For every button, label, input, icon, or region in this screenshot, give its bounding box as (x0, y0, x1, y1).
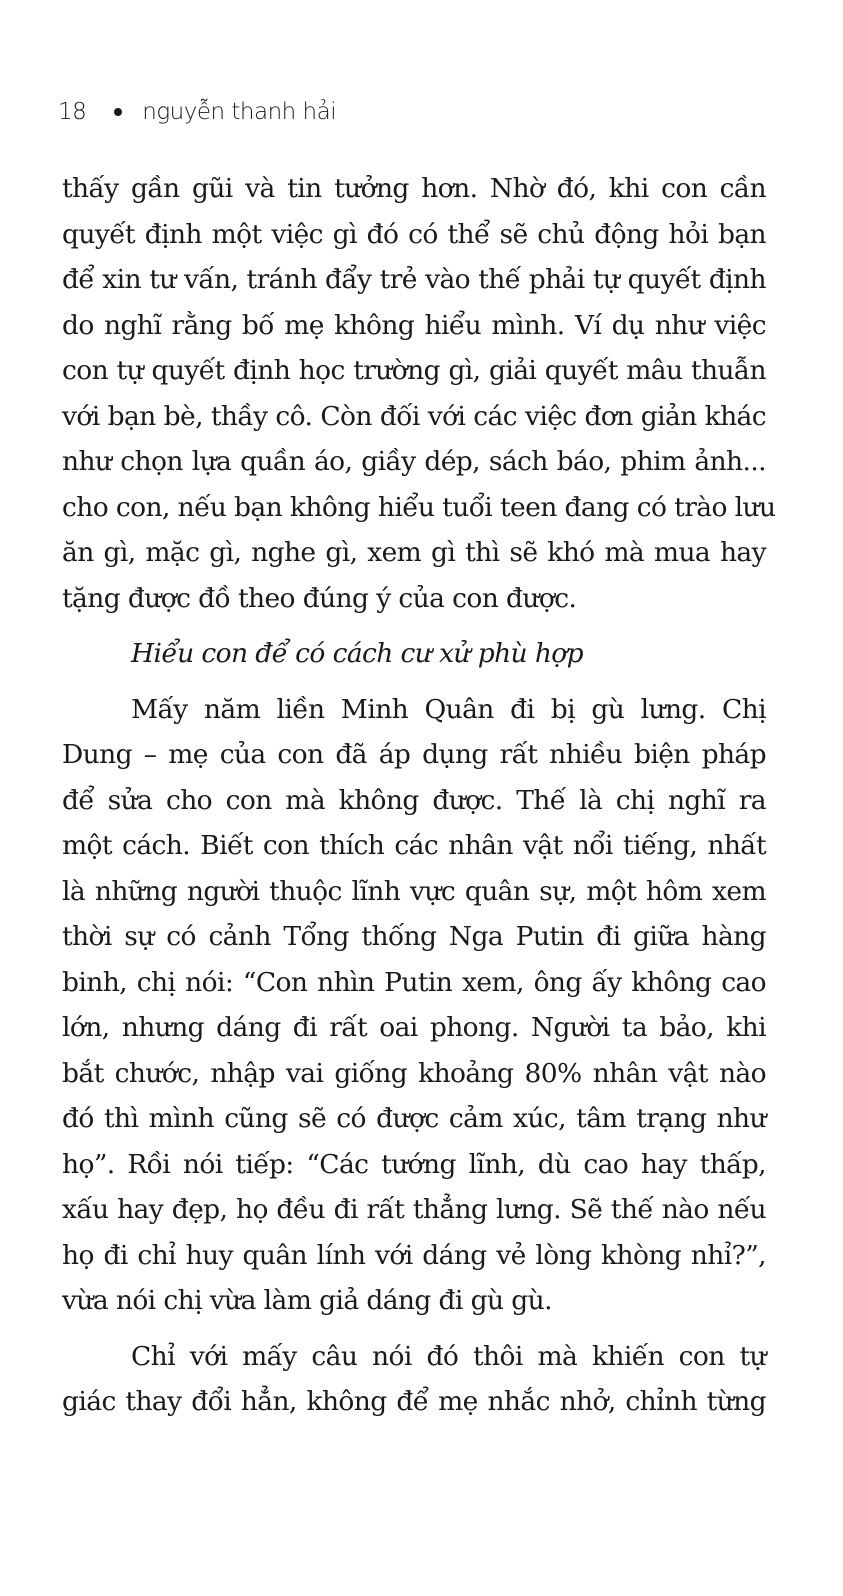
text-line: thời sự có cảnh Tổng thống Nga Putin đi giữa hàng (62, 921, 766, 952)
text-line: Dung – mẹ của con đã áp dụng rất nhiều biện pháp (62, 739, 766, 770)
text-line: do nghĩ rằng bố mẹ không hiểu mình. Ví dụ như việc (62, 309, 766, 341)
text-line: bắt chước, nhập vai giống khoảng 80% nhân vật nào (62, 1057, 766, 1089)
text-line: như chọn lựa quần áo, giầy dép, sách báo, phim ảnh... (62, 446, 766, 477)
text-line: ăn gì, mặc gì, nghe gì, xem gì thì sẽ khó mà mua hay (62, 537, 766, 568)
text-line: xấu hay đẹp, họ đều đi rất thẳng lưng. Sẽ thế nào nếu (62, 1194, 766, 1225)
page-number: 18 (58, 99, 87, 125)
text-line: để sửa cho con mà không được. Thế là chị nghĩ ra (62, 784, 766, 816)
text-line: với bạn bè, thầy cô. Còn đối với các việc đơn giản khác (62, 400, 766, 432)
body-text (62, 166, 776, 1425)
running-head (58, 92, 336, 132)
text-line: là những người thuộc lĩnh vực quân sự, một hôm xem (62, 875, 766, 907)
text-line: quyết định một việc gì đó có thể sẽ chủ động hỏi bạn (62, 218, 766, 250)
text-line: đó thì mình cũng sẽ có được cảm xúc, tâm trạng như (62, 1103, 766, 1134)
text-line: giác thay đổi hẳn, không để mẹ nhắc nhở, chỉnh từng (62, 1386, 766, 1417)
text-line: Chỉ với mấy câu nói đó thôi mà khiến con tự (131, 1340, 766, 1372)
bullet-separator (114, 108, 122, 116)
author-name: nguyễn thanh hải (142, 99, 337, 125)
text-line: lớn, nhưng dáng đi rất oai phong. Người ta bảo, khi (62, 1012, 766, 1043)
text-line: cho con, nếu bạn không hiểu tuổi teen đang có trào lưu (62, 491, 776, 523)
text-line: thấy gần gũi và tin tưởng hơn. Nhờ đó, khi con cần (62, 173, 766, 204)
text-line: họ”. Rồi nói tiếp: “Các tướng lĩnh, dù cao hay thấp, (62, 1148, 766, 1180)
text-line: Mấy năm liền Minh Quân đi bị gù lưng. Chị (131, 693, 766, 725)
text-line: một cách. Biết con thích các nhân vật nổi tiếng, nhất (62, 830, 766, 861)
text-line: họ đi chỉ huy quân lính với dáng vẻ lòng khòng nhỉ?”, (62, 1239, 766, 1271)
text-line: để xin tư vấn, tránh đẩy trẻ vào thế phải tự quyết định (62, 264, 766, 295)
text-line: binh, chị nói: “Con nhìn Putin xem, ông ấy không cao (62, 966, 766, 998)
text-line: vừa nói chị vừa làm giả dáng đi gù gù. (62, 1285, 552, 1316)
text-line: tặng được đồ theo đúng ý của con được. (62, 582, 577, 614)
section-heading: Hiểu con để có cách cư xử phù hợp (131, 638, 584, 669)
text-line: con tự quyết định học trường gì, giải quyết mâu thuẫn (62, 355, 766, 386)
